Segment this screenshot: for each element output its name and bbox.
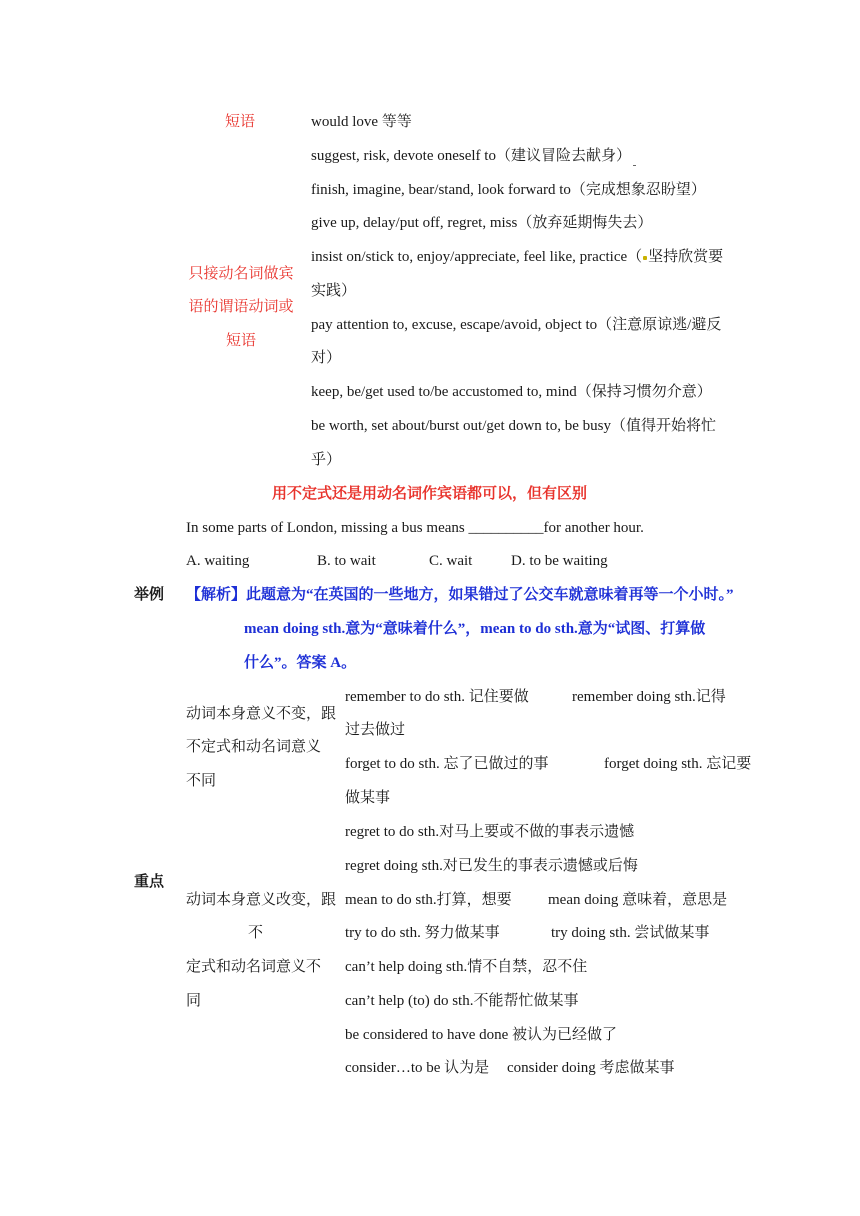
key-row-12a: consider…to be 认为是 xyxy=(345,1060,490,1076)
key-row-8b: try doing sth. 尝试做某事 xyxy=(551,925,710,941)
option-b: B. to wait xyxy=(317,553,376,569)
phrase-line-4: give up, delay/put off, regret, miss（放弃延期悔失去） xyxy=(311,215,653,231)
label-phrase: 短语 xyxy=(224,114,255,130)
key-row-10a: can’t help (to) do sth.不能帮忙做某事 xyxy=(345,993,579,1009)
key-row-4a: 做某事 xyxy=(345,790,391,806)
option-d: D. to be waiting xyxy=(511,553,608,569)
phrase-line-6: 实践） xyxy=(311,283,357,299)
analysis-line-2: mean doing sth.意为“意味着什么”，mean to do sth.意为“试图、打算做 xyxy=(244,621,706,637)
label-key: 重点 xyxy=(134,874,165,890)
option-a: A. waiting xyxy=(186,553,250,569)
analysis-line-3: 什么”。答案 A。 xyxy=(244,655,357,671)
key-row-3a: forget to do sth. 忘了已做过的事 xyxy=(345,756,549,772)
group1-line-2: 不定式和动名词意义 xyxy=(186,739,322,755)
phrase-line-9: keep, be/get used to/be accustomed to, mind（保持习惯勿介意） xyxy=(311,384,712,400)
group1-line-1: 动词本身意义不变，跟 xyxy=(186,706,337,722)
option-c: C. wait xyxy=(429,553,473,569)
key-row-1a: remember to do sth. 记住要做 xyxy=(345,689,529,705)
key-row-6a: regret doing sth.对已发生的事表示遗憾或后悔 xyxy=(345,858,638,874)
key-row-5a: regret to do sth.对马上要或不做的事表示遗憾 xyxy=(345,824,635,840)
key-row-7b: mean doing 意味着，意思是 xyxy=(548,892,728,908)
phrase-line-5: insist on/stick to, enjoy/appreciate, feel like, practice（ 坚持欣赏要 xyxy=(311,249,724,265)
section-heading: 用不定式还是用动名词作宾语都可以，但有区别 xyxy=(272,486,588,502)
label-example: 举例 xyxy=(134,587,165,603)
phrase-line-1: would love 等等 xyxy=(311,114,412,130)
key-row-2a: 过去做过 xyxy=(345,722,406,738)
label-gerund-line-3: 短语 xyxy=(225,333,256,349)
phrase-line-2: suggest, risk, devote oneself to（建议冒险去献身） xyxy=(311,146,636,166)
group2-line-1: 动词本身意义改变，跟 xyxy=(186,892,337,908)
phrase-line-7: pay attention to, excuse, escape/avoid, object to（注意原谅逃/避反 xyxy=(311,317,722,333)
key-row-9a: can’t help doing sth.情不自禁，忍不住 xyxy=(345,959,588,975)
key-row-1b: remember doing sth.记得 xyxy=(572,689,726,705)
group2-line-3: 定式和动名词意义不 xyxy=(186,959,322,975)
key-row-7a: mean to do sth.打算，想要 xyxy=(345,892,512,908)
key-row-3b: forget doing sth. 忘记要 xyxy=(604,756,752,772)
label-gerund-line-2: 语的谓语动词或 xyxy=(188,299,294,315)
phrase-line-10: be worth, set about/burst out/get down to, be busy（值得开始将忙 xyxy=(311,418,716,434)
phrase-line-8: 对） xyxy=(311,350,342,366)
phrase-line-3: finish, imagine, bear/stand, look forward to（完成想象忍盼望） xyxy=(311,182,706,198)
group2-line-2: 不 xyxy=(248,925,264,941)
example-question: In some parts of London, missing a bus means __________for another hour. xyxy=(186,520,644,536)
group1-line-3: 不同 xyxy=(186,773,217,789)
phrase-line-11: 乎） xyxy=(311,452,342,468)
key-row-12b: consider doing 考虑做某事 xyxy=(507,1060,675,1076)
key-row-11a: be considered to have done 被认为已经做了 xyxy=(345,1027,618,1043)
dot-mark xyxy=(643,256,647,260)
label-gerund-line-1: 只接动名词做宾 xyxy=(188,266,294,282)
key-row-8a: try to do sth. 努力做某事 xyxy=(345,925,500,941)
tick-mark xyxy=(633,165,636,166)
group2-line-4: 同 xyxy=(186,993,202,1009)
analysis-line-1: 【解析】此题意为“在英国的一些地方，如果错过了公交车就意味着再等一个小时。” xyxy=(186,587,734,603)
